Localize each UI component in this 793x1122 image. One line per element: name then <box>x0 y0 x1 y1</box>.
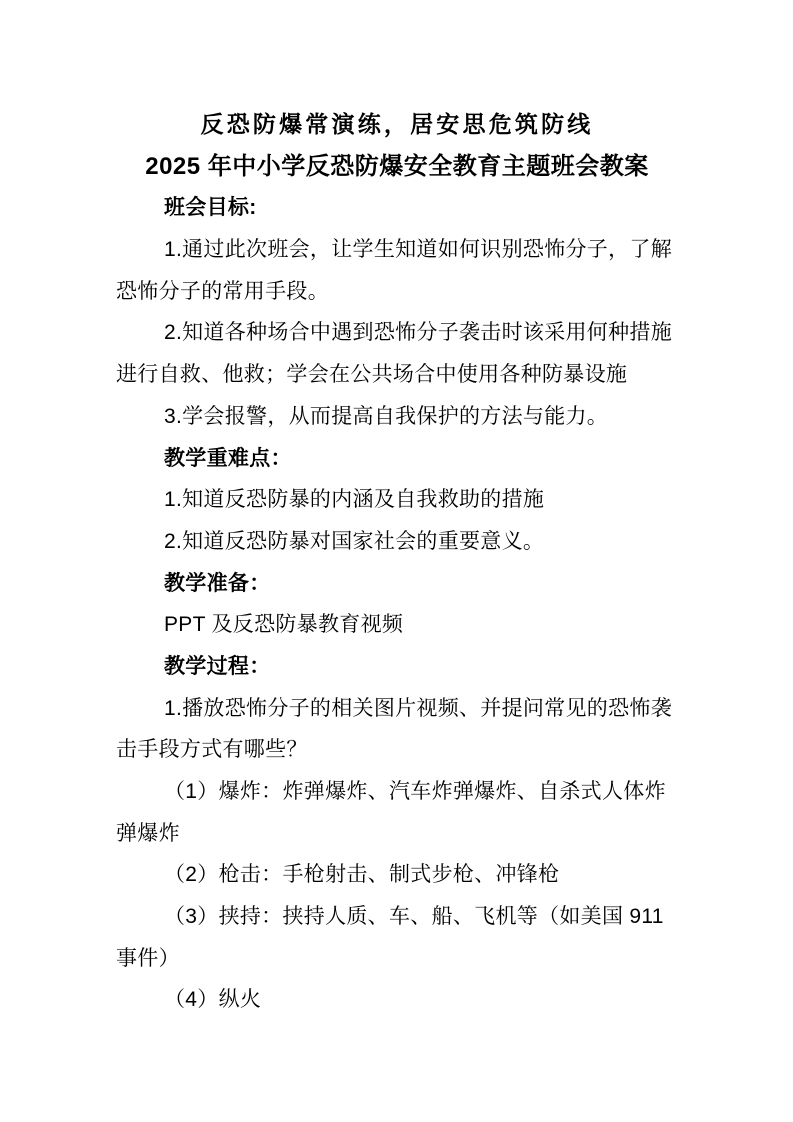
paragraph-line: 弹爆炸 <box>116 821 180 845</box>
paragraph-line: 1.通过此次班会，让学生知道如何识别恐怖分子，了解 <box>164 238 673 262</box>
paragraph-line: 击手段方式有哪些？ <box>116 738 308 762</box>
document-body <box>116 187 678 1021</box>
document-content <box>116 104 678 1021</box>
paragraph-line: PPT 及反恐防暴教育视频 <box>164 613 404 637</box>
section-heading: 教学准备： <box>164 571 271 595</box>
paragraph-line: 进行自救、他救；学会在公共场合中使用各种防暴设施 <box>116 363 628 387</box>
section-heading: 教学重难点： <box>164 446 292 470</box>
section-heading: 班会目标: <box>164 196 257 220</box>
paragraph-line: 恐怖分子的常用手段。 <box>116 279 329 303</box>
section-heading: 教学过程： <box>164 654 271 678</box>
paragraph-line: （1）爆炸：炸弹爆炸、汽车炸弹爆炸、自杀式人体炸 <box>164 780 666 803</box>
document-subtitle: 2025 年中小学反恐防爆安全教育主题班会教案 <box>145 152 649 180</box>
paragraph-line: 2.知道各种场合中遇到恐怖分子袭击时该采用何种措施 <box>164 321 673 345</box>
paragraph-line: 1.播放恐怖分子的相关图片视频、并提问常见的恐怖袭 <box>164 696 673 720</box>
paragraph-line: 3.学会报警，从而提高自我保护的方法与能力。 <box>164 404 609 428</box>
paragraph-line: （4）纵火 <box>164 988 262 1012</box>
paragraph-line: （2）枪击：手枪射击、制式步枪、冲锋枪 <box>164 863 560 887</box>
paragraph-line: 2.知道反恐防暴对国家社会的重要意义。 <box>164 529 545 553</box>
document-title: 反恐防爆常演练，居安思危筑防线 <box>200 111 594 137</box>
paragraph-line: （3）挟持：挟持人质、车、船、飞机等（如美国 911 <box>164 905 664 929</box>
paragraph-line: 1.知道反恐防暴的内涵及自我救助的措施 <box>164 488 545 512</box>
paragraph-line: 事件） <box>116 946 180 970</box>
